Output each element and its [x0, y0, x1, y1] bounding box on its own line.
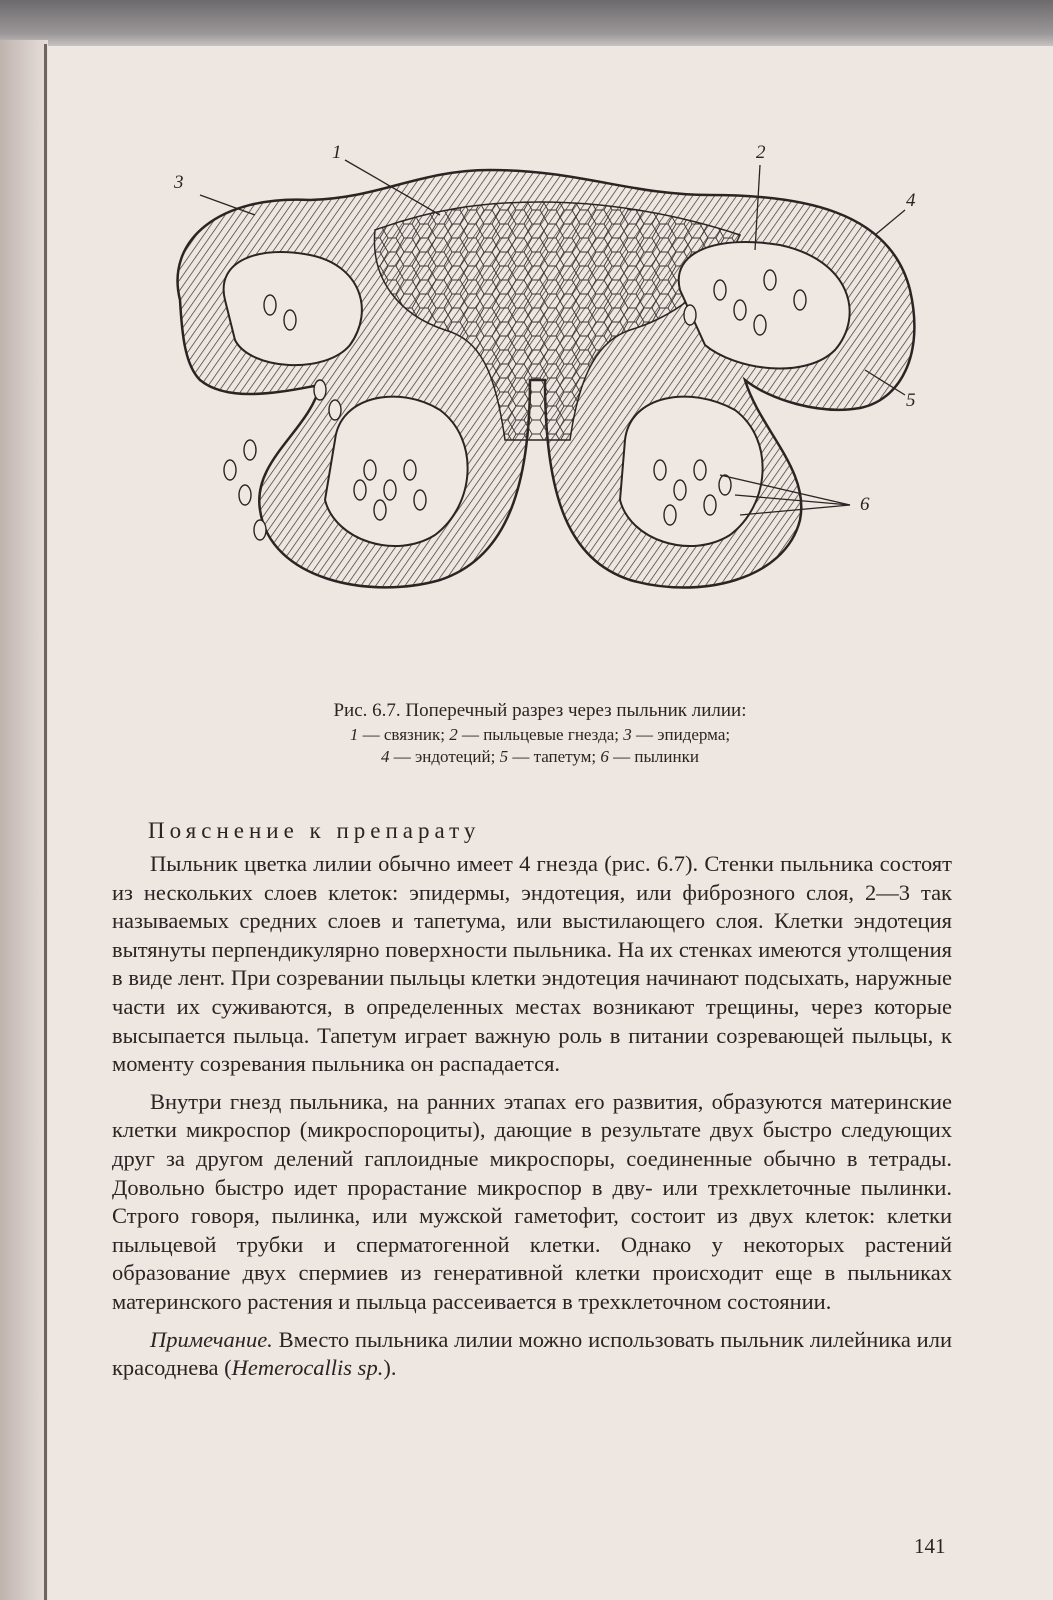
pollen-sac-lower-left: [325, 397, 468, 546]
legend-text: — тапетум;: [508, 747, 601, 766]
caption-legend-line-2: [170, 746, 910, 768]
page-number: 141: [914, 1534, 946, 1558]
book-gutter-shadow: [0, 40, 48, 1600]
legend-text: — эпидерма;: [631, 725, 731, 744]
pollen-sac-upper-left: [224, 252, 362, 365]
pollen-sac-lower-right: [620, 397, 763, 546]
body-text: [112, 850, 952, 1383]
legend-text: — пылинки: [608, 747, 699, 766]
figure-label-4: 4: [906, 190, 916, 211]
legend-number: 4: [381, 747, 390, 766]
figure-label-2: 2: [756, 142, 766, 163]
figure-label-5: 5: [906, 390, 916, 411]
anther-cross-section-figure: [160, 140, 940, 610]
figure-label-3: 3: [174, 172, 184, 193]
book-spine-line: [44, 44, 47, 1600]
caption-title: Рис. 6.7. Поперечный разрез через пыльник лилии:: [333, 700, 747, 721]
legend-number: 1: [349, 725, 359, 744]
note-paragraph: [112, 1326, 952, 1383]
legend-text: — эндотеций;: [389, 747, 500, 766]
legend-text: — пыльцевые гнезда;: [457, 725, 624, 744]
note-latin-name: Hemerocallis sp.: [231, 1355, 384, 1381]
paragraph: Пыльник цветка лилии обычно имеет 4 гнезда (рис. 6.7). Стенки пыльника состоят из нескольких слоев клеток: эпидермы, эндотеция, или фиброзного слоя, 2—3 так называемых средних слоев и тапетума, или выстилающего слоя. Клетки эндотеция вытянуты перпендикулярно поверхности пыльника. На их стенках имеются утолщения в виде лент. При созревании пыльцы клетки эндотеция начинают подсыхать, наружные части их суживаются, в определенных местах возникают трещины, через которые высыпается пыльца. Тапетум играет важную роль в питании созревающей пыльцы, к моменту созревания пыльника он распадается.: [112, 851, 952, 1077]
note-label: Примечание.: [150, 1326, 273, 1352]
figure-label-6: 6: [860, 494, 870, 515]
caption-legend-line-1: [170, 724, 910, 746]
figure-label-1: 1: [332, 142, 342, 163]
paragraph: Внутри гнезд пыльника, на ранних этапах его развития, образуются материнские клетки микроспор (микроспороциты), дающие в результате двух быстро следующих друг за другом делений гаплоидные микроспоры, соединенные обычно в тетрады. Довольно быстро идет прорастание микроспор в дву- или трехклеточные пылинки. Строго говоря, пылинка, или мужской гаметофит, состоит из двух клеток: клетки пыльцевой трубки и сперматогенной клетки. Однако у некоторых растений образование двух спермиев из генеративной клетки происходит еще в пыльниках материнского растения и пыльца рассеивается в трехклеточном состоянии.: [112, 1088, 952, 1314]
note-end: ).: [383, 1355, 397, 1381]
legend-text: — связник;: [358, 725, 450, 744]
legend-number: 3: [623, 725, 632, 744]
figure-caption: [170, 698, 910, 768]
note-text: Вместо пыльника лилии можно использовать пыльник лилейника или красоднева (: [112, 1326, 952, 1381]
section-heading: Пояснение к препарату: [148, 818, 481, 843]
legend-number: 5: [499, 747, 509, 766]
legend-number: 6: [600, 747, 609, 766]
legend-number: 2: [449, 725, 458, 744]
anther-illustration: [160, 140, 940, 610]
scan-top-band: [0, 0, 1053, 48]
